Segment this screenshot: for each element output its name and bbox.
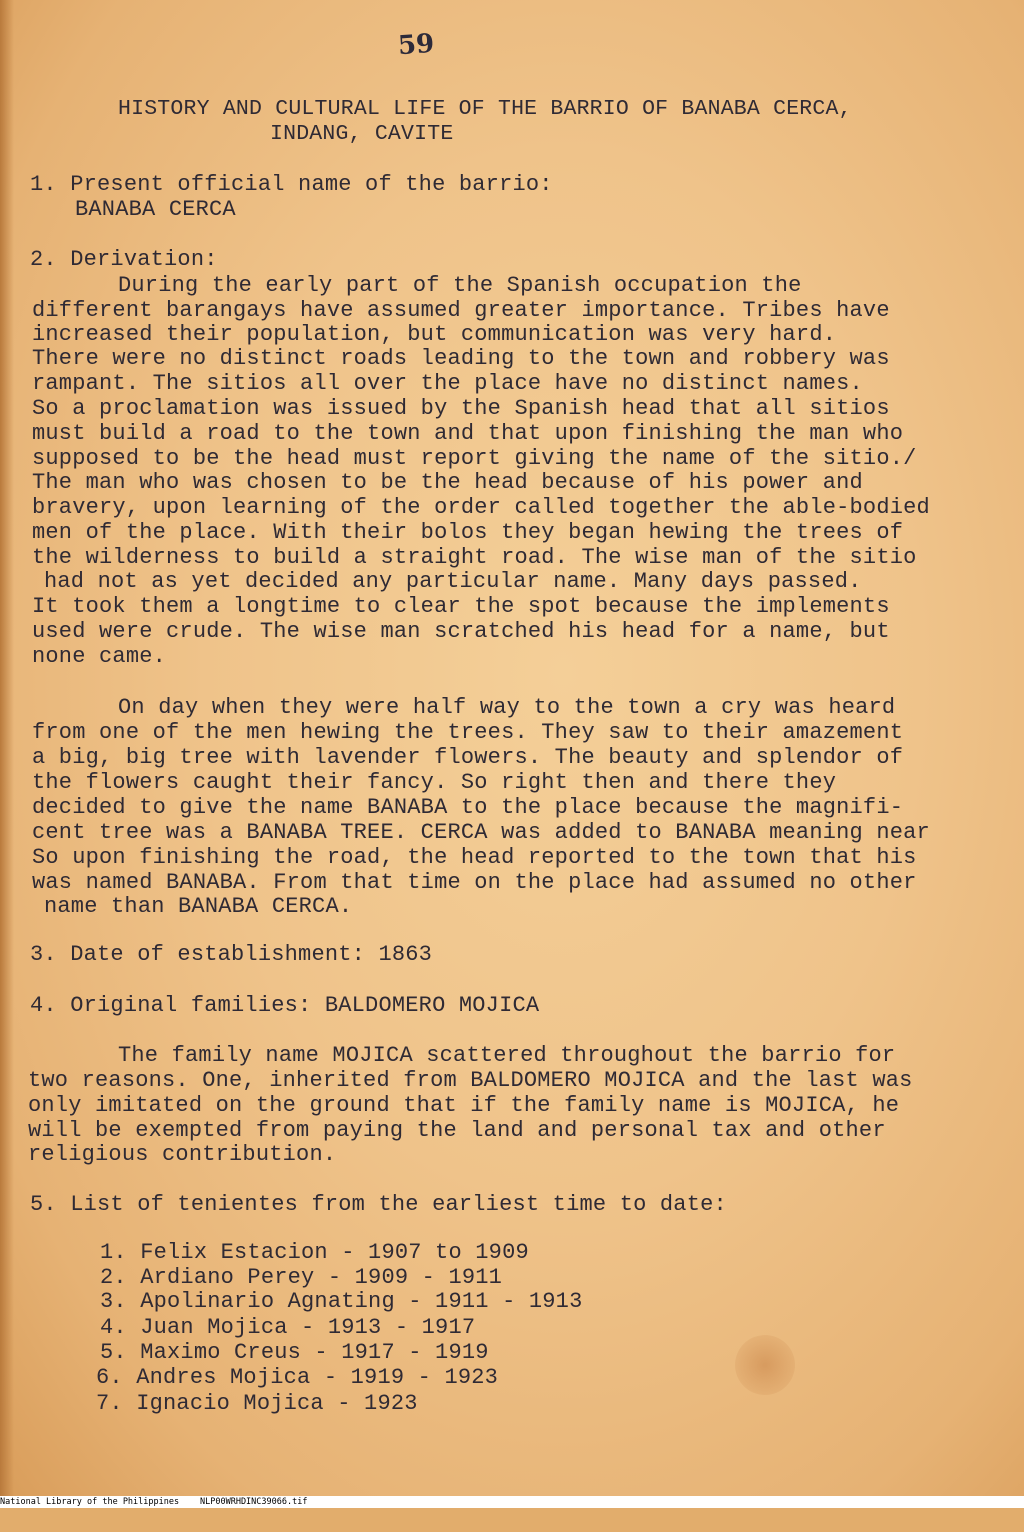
- list-item: 4. Juan Mojica - 1913 - 1917: [100, 1315, 476, 1340]
- paragraph-line: religious contribution.: [28, 1142, 337, 1167]
- paragraph-line: So a proclamation was issued by the Spanish head that all sitios: [32, 396, 890, 421]
- paragraph-line: name than BANABA CERCA.: [44, 894, 353, 919]
- paragraph-line: increased their population, but communication was very hard.: [32, 322, 837, 347]
- section-1-value: BANABA CERCA: [75, 197, 236, 222]
- paper-stain: [735, 1335, 795, 1395]
- list-item: 3. Apolinario Agnating - 1911 - 1913: [100, 1289, 583, 1314]
- section-1-heading: 1. Present official name of the barrio:: [30, 172, 553, 197]
- paragraph-line: had not as yet decided any particular name. Many days passed.: [44, 569, 862, 594]
- footer-source: National Library of the Philippines: [0, 1497, 180, 1507]
- paragraph-line: a big, big tree with lavender flowers. The beauty and splendor of: [32, 745, 904, 770]
- list-item: 1. Felix Estacion - 1907 to 1909: [100, 1240, 529, 1265]
- section-4-heading: 4. Original families: BALDOMERO MOJICA: [30, 993, 540, 1018]
- handwritten-page-number: 59: [396, 28, 436, 62]
- paragraph-line: different barangays have assumed greater importance. Tribes have: [32, 298, 890, 323]
- paragraph-line: none came.: [32, 644, 167, 669]
- list-item: 7. Ignacio Mojica - 1923: [96, 1391, 418, 1416]
- footer-file: NLP00WRHDINC39066.tif: [200, 1497, 308, 1507]
- page-edge-shadow: [0, 0, 14, 1496]
- paragraph-line: The family name MOJICA scattered throughout the barrio for: [118, 1043, 896, 1068]
- section-2-heading: 2. Derivation:: [30, 247, 218, 272]
- document-title-line-2: INDANG, CAVITE: [270, 122, 454, 146]
- paragraph-line: two reasons. One, inherited from BALDOMERO MOJICA and the last was: [28, 1068, 913, 1093]
- paragraph-line: only imitated on the ground that if the family name is MOJICA, he: [28, 1093, 900, 1118]
- paragraph-line: supposed to be the head must report giving the name of the sitio./: [32, 446, 917, 471]
- paragraph-line: the wilderness to build a straight road. The wise man of the sitio: [32, 545, 917, 570]
- paragraph-line: the flowers caught their fancy. So right then and there they: [32, 770, 837, 795]
- paragraph-line: was named BANABA. From that time on the place had assumed no other: [32, 870, 917, 895]
- list-item: 5. Maximo Creus - 1917 - 1919: [100, 1340, 489, 1365]
- paragraph-line: used were crude. The wise man scratched his head for a name, but: [32, 619, 890, 644]
- paragraph-line: bravery, upon learning of the order called together the able-bodied: [32, 495, 930, 520]
- section-3-heading: 3. Date of establishment: 1863: [30, 942, 433, 967]
- paragraph-line: The man who was chosen to be the head because of his power and: [32, 470, 863, 495]
- document-title-line-1: HISTORY AND CULTURAL LIFE OF THE BARRIO OF BANABA CERCA,: [118, 97, 852, 121]
- paragraph-line: So upon finishing the road, the head reported to the town that his: [32, 845, 917, 870]
- paragraph-line: It took them a longtime to clear the spot because the implements: [32, 594, 890, 619]
- paragraph-line: will be exempted from paying the land and personal tax and other: [28, 1118, 886, 1143]
- paragraph-line: cent tree was a BANABA TREE. CERCA was added to BANABA meaning near: [32, 820, 930, 845]
- paragraph-line: from one of the men hewing the trees. They saw to their amazement: [32, 720, 904, 745]
- paragraph-line: must build a road to the town and that upon finishing the man who: [32, 421, 904, 446]
- scan-footer: [0, 1496, 1024, 1508]
- paragraph-line: There were no distinct roads leading to the town and robbery was: [32, 346, 890, 371]
- section-5-heading: 5. List of tenientes from the earliest time to date:: [30, 1192, 727, 1217]
- paragraph-line: During the early part of the Spanish occupation the: [118, 273, 802, 298]
- paragraph-line: men of the place. With their bolos they began hewing the trees of: [32, 520, 904, 545]
- paragraph-line: rampant. The sitios all over the place have no distinct names.: [32, 371, 863, 396]
- list-item: 2. Ardiano Perey - 1909 - 1911: [100, 1265, 503, 1290]
- list-item: 6. Andres Mojica - 1919 - 1923: [96, 1365, 499, 1390]
- paragraph-line: On day when they were half way to the town a cry was heard: [118, 695, 896, 720]
- paragraph-line: decided to give the name BANABA to the place because the magnifi-: [32, 795, 904, 820]
